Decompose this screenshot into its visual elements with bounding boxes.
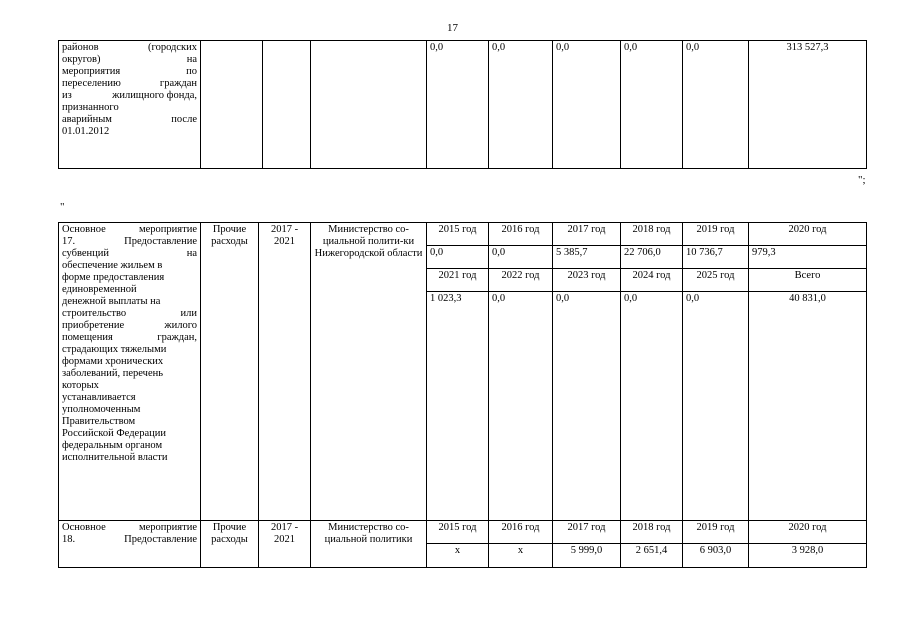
description-line: федеральным органом — [62, 440, 163, 451]
year-header: 2023 год — [553, 269, 621, 292]
closing-quote: "; — [858, 174, 866, 186]
description-word: на — [186, 54, 197, 65]
description-word: на — [186, 248, 197, 259]
value-cell: 0,0 — [621, 292, 683, 521]
table-row — [59, 223, 867, 246]
executor-cell: Министерство со-циальной полити-ки Нижегородской области — [311, 223, 427, 521]
table-continuation — [58, 40, 867, 169]
year-header: 2025 год — [683, 269, 749, 292]
description-line: единовременной — [62, 284, 137, 295]
value-cell: 1 023,3 — [427, 292, 489, 521]
period-cell — [263, 41, 311, 169]
year-header: 2019 год — [683, 521, 749, 544]
value-cell: 0,0 — [489, 246, 553, 269]
description-line — [62, 90, 197, 102]
description-word: жилищного фонда, — [112, 90, 197, 101]
description-word: граждан, — [157, 332, 197, 343]
description-line — [62, 534, 197, 546]
year-header: 2015 год — [427, 223, 489, 246]
table-row — [59, 521, 867, 544]
year-header: 2019 год — [683, 223, 749, 246]
value-cell: 5 999,0 — [553, 544, 621, 568]
year-header: 2018 год — [621, 223, 683, 246]
description-word: граждан — [159, 78, 197, 89]
description-word: 18. — [62, 534, 76, 545]
description-line: которых — [62, 380, 99, 391]
total-header: Всего — [749, 269, 867, 292]
year-header: 2017 год — [553, 521, 621, 544]
description-word: субвенций — [62, 248, 110, 259]
measure-18-description — [59, 521, 201, 568]
value-cell: 0,0 — [621, 41, 683, 169]
description-word: аварийным — [62, 114, 112, 125]
description-word: или — [180, 308, 197, 319]
value-cell: 0,0 — [553, 292, 621, 521]
value-cell: х — [489, 544, 553, 568]
description-word: мероприятие — [139, 522, 197, 533]
description-word: помещения — [62, 332, 113, 343]
value-cell: 0,0 — [553, 41, 621, 169]
description-word: после — [171, 114, 197, 125]
description-line: Правительством — [62, 416, 136, 427]
value-cell: 0,0 — [427, 246, 489, 269]
table-row — [59, 41, 867, 169]
year-header: 2024 год — [621, 269, 683, 292]
year-header: 2018 год — [621, 521, 683, 544]
expense-type-cell — [201, 41, 263, 169]
description-word: строительство — [62, 308, 127, 319]
value-cell: 0,0 — [489, 41, 553, 169]
period-cell: 2017 - 2021 — [259, 223, 311, 521]
year-header: 2016 год — [489, 223, 553, 246]
expense-type-cell: Прочие расходы — [201, 223, 259, 521]
description-line: денежной выплаты на — [62, 296, 161, 307]
value-cell: 0,0 — [683, 41, 749, 169]
description-line — [62, 308, 197, 320]
description-word: мероприятие — [139, 224, 197, 235]
description-word: жилого — [164, 320, 197, 331]
measure-description — [59, 41, 201, 169]
year-header: 2020 год — [749, 521, 867, 544]
description-word: мероприятия — [62, 66, 121, 77]
value-cell: 3 928,0 — [749, 544, 867, 568]
description-line — [62, 114, 197, 126]
value-cell: 979,3 — [749, 246, 867, 269]
description-line: заболеваний, перечень — [62, 368, 164, 379]
value-cell: 2 651,4 — [621, 544, 683, 568]
description-line — [62, 66, 197, 78]
year-header: 2015 год — [427, 521, 489, 544]
description-word: из — [62, 90, 72, 101]
year-header: 2016 год — [489, 521, 553, 544]
description-word: по — [186, 66, 197, 77]
value-cell: 0,0 — [489, 292, 553, 521]
value-cell: х — [427, 544, 489, 568]
description-line — [62, 320, 197, 332]
description-line — [62, 224, 197, 236]
description-line: страдающих тяжелыми — [62, 344, 167, 355]
description-word: 17. — [62, 236, 76, 247]
description-line — [62, 42, 197, 54]
description-word: районов — [62, 42, 99, 53]
description-line: Российской Федерации — [62, 428, 166, 439]
year-header: 2022 год — [489, 269, 553, 292]
measure-17-description — [59, 223, 201, 521]
opening-quote: " — [60, 201, 65, 213]
description-word: Предоставление — [124, 534, 197, 545]
description-line — [62, 78, 197, 90]
value-cell: 10 736,7 — [683, 246, 749, 269]
description-word: Основное — [62, 224, 106, 235]
description-line — [62, 248, 197, 260]
description-line — [62, 54, 197, 66]
year-header: 2020 год — [749, 223, 867, 246]
year-header: 2021 год — [427, 269, 489, 292]
description-line — [62, 236, 197, 248]
executor-cell — [311, 41, 427, 169]
description-word: переселению — [62, 78, 121, 89]
year-header: 2017 год — [553, 223, 621, 246]
description-line: уполномоченным — [62, 404, 141, 415]
description-line — [62, 332, 197, 344]
description-line: формами хронических — [62, 356, 164, 367]
description-line: 01.01.2012 — [62, 126, 110, 137]
description-word: Предоставление — [124, 236, 197, 247]
period-cell: 2017 - 2021 — [259, 521, 311, 568]
description-line: исполнительной власти — [62, 452, 168, 463]
value-cell-total: 40 831,0 — [749, 292, 867, 521]
description-word: приобретение — [62, 320, 125, 331]
value-cell: 0,0 — [683, 292, 749, 521]
page-number: 17 — [447, 22, 458, 34]
value-cell: 22 706,0 — [621, 246, 683, 269]
value-cell-total: 313 527,3 — [749, 41, 867, 169]
description-word: Основное — [62, 522, 106, 533]
value-cell: 6 903,0 — [683, 544, 749, 568]
description-line: форме предоставления — [62, 272, 165, 283]
value-cell: 0,0 — [427, 41, 489, 169]
description-word: (городских — [148, 42, 197, 53]
description-line: устанавливается — [62, 392, 136, 403]
description-line: обеспечение жильем в — [62, 260, 163, 271]
description-line — [62, 522, 197, 534]
value-cell: 5 385,7 — [553, 246, 621, 269]
description-word: округов) — [62, 54, 101, 65]
table-measures — [58, 222, 867, 568]
executor-cell: Министерство со-циальной политики — [311, 521, 427, 568]
expense-type-cell: Прочие расходы — [201, 521, 259, 568]
description-line: признанного — [62, 102, 119, 113]
